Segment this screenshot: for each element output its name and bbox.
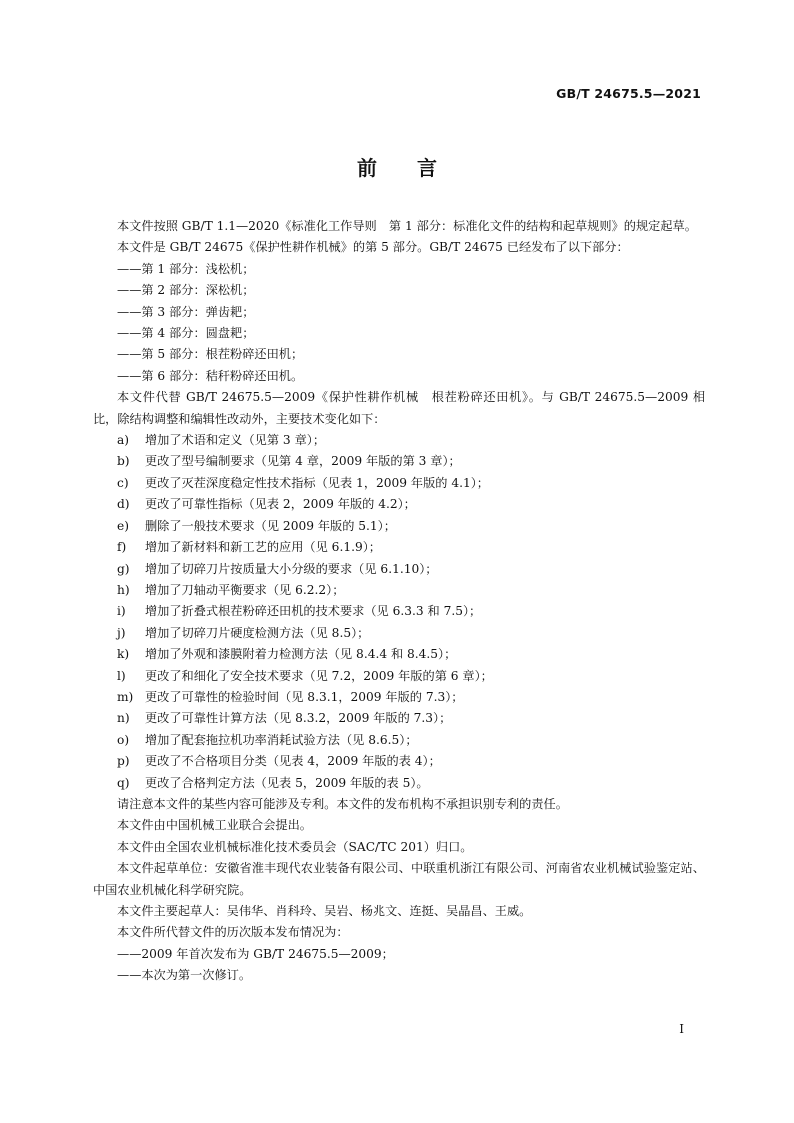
list-item xyxy=(93,644,705,665)
list-item-text: 增加了切碎刀片硬度检测方法（见 8.5）； xyxy=(145,625,370,640)
page-number: I xyxy=(679,1022,684,1036)
list-item-text: 删除了一般技术要求（见 2009 年版的 5.1）； xyxy=(145,518,396,533)
list-item xyxy=(93,451,705,472)
list-item-text: 更改了可靠性计算方法（见 8.3.2，2009 年版的 7.3）； xyxy=(145,711,452,726)
technical-changes-list xyxy=(93,430,705,794)
list-marker: q) xyxy=(117,775,130,790)
list-marker: l) xyxy=(117,668,126,683)
paragraph-history-intro: 本文件所代替文件的历次版本发布情况为： xyxy=(117,925,349,940)
list-marker: e) xyxy=(117,518,129,533)
list-item: ——2009 年首次发布为 GB/T 24675.5—2009； xyxy=(117,946,394,961)
list-marker: d) xyxy=(117,497,130,512)
list-marker: g) xyxy=(117,561,130,576)
paragraph-series-intro: 本文件是 GB/T 24675《保护性耕作机械》的第 5 部分。GB/T 24675 已经发布了以下部分： xyxy=(117,240,629,255)
list-item-text: 更改了不合格项目分类（见表 4，2009 年版的表 4）； xyxy=(145,754,441,769)
paragraph-replacement: 本文件代替 GB/T 24675.5—2009《保护性耕作机械 根茬粉碎还田机》。与 GB/T 24675.5—2009 相比，除结构调整和编辑性改动外，主要技术变化如下： xyxy=(93,390,705,426)
list-marker: p) xyxy=(117,754,130,769)
list-item: ——本次为第一次修订。 xyxy=(117,968,252,983)
list-marker: m) xyxy=(117,689,134,704)
standard-number: GB/T 24675.5—2021 xyxy=(556,86,701,101)
paragraph-proposer: 本文件由中国机械工业联合会提出。 xyxy=(117,818,312,833)
list-item: ——第 4 部分：圆盘耙； xyxy=(117,326,255,341)
list-marker: b) xyxy=(117,454,130,469)
list-item xyxy=(93,687,705,708)
list-item xyxy=(93,708,705,729)
list-item xyxy=(93,601,705,622)
list-item: ——第 5 部分：根茬粉碎还田机； xyxy=(117,347,304,362)
list-item xyxy=(93,430,705,451)
list-marker: c) xyxy=(117,475,129,490)
list-item: ——第 6 部分：秸秆粉碎还田机。 xyxy=(117,368,304,383)
paragraph-committee: 本文件由全国农业机械标准化技术委员会（SAC/TC 201）归口。 xyxy=(117,839,473,854)
list-item: ——第 3 部分：弹齿耙； xyxy=(117,304,255,319)
list-item xyxy=(93,730,705,751)
list-item xyxy=(93,537,705,558)
foreword-body xyxy=(93,216,705,987)
list-item-text: 增加了新材料和新工艺的应用（见 6.1.9）； xyxy=(145,540,381,555)
list-marker: n) xyxy=(117,711,130,726)
list-marker: o) xyxy=(117,732,130,747)
list-item: ——第 1 部分：浅松机； xyxy=(117,261,255,276)
list-marker: a) xyxy=(117,433,130,448)
parts-list xyxy=(93,259,705,387)
list-marker: j) xyxy=(117,625,126,640)
list-item-text: 更改了可靠性的检验时间（见 8.3.1，2009 年版的 7.3）； xyxy=(145,689,464,704)
list-marker: k) xyxy=(117,647,130,662)
list-marker: h) xyxy=(117,582,130,597)
paragraph-drafting-units: 本文件起草单位：安徽省淮丰现代农业装备有限公司、中联重机浙江有限公司、河南省农业机械试验鉴定站、中国农业机械化科学研究院。 xyxy=(93,861,705,897)
list-item xyxy=(93,773,705,794)
list-item-text: 增加了切碎刀片按质量大小分级的要求（见 6.1.10）； xyxy=(145,561,438,576)
list-item-text: 增加了配套拖拉机功率消耗试验方法（见 8.6.5）； xyxy=(145,732,418,747)
list-item: ——第 2 部分：深松机； xyxy=(117,283,255,298)
paragraph-drafters: 本文件主要起草人：吴伟华、肖科玲、吴岩、杨兆文、连挺、吴晶昌、王威。 xyxy=(117,904,532,918)
list-item xyxy=(93,623,705,644)
paragraph-patent-notice: 请注意本文件的某些内容可能涉及专利。本文件的发布机构不承担识别专利的责任。 xyxy=(117,796,568,811)
paragraph-drafting-rules: 本文件按照 GB/T 1.1—2020《标准化工作导则 第 1 部分：标准化文件的结构和起草规则》的规定起草。 xyxy=(117,219,697,233)
list-item xyxy=(93,580,705,601)
page-title: 前 言 xyxy=(357,156,437,180)
list-item-text: 增加了外观和漆膜附着力检测方法（见 8.4.4 和 8.4.5）； xyxy=(145,647,457,662)
list-item xyxy=(93,751,705,772)
list-item-text: 更改了可靠性指标（见表 2，2009 年版的 4.2）； xyxy=(145,497,416,512)
list-marker: i) xyxy=(117,604,126,619)
list-item xyxy=(93,559,705,580)
list-item-text: 更改了和细化了安全技术要求（见 7.2，2009 年版的第 6 章）； xyxy=(145,668,493,683)
list-item xyxy=(93,473,705,494)
list-item-text: 增加了刀轴动平衡要求（见 6.2.2）； xyxy=(145,582,345,597)
list-item xyxy=(93,516,705,537)
history-list xyxy=(93,944,705,987)
list-item-text: 增加了折叠式根茬粉碎还田机的技术要求（见 6.3.3 和 7.5）； xyxy=(145,604,482,619)
list-item xyxy=(93,666,705,687)
list-item-text: 更改了合格判定方法（见表 5，2009 年版的表 5）。 xyxy=(145,775,429,790)
list-item-text: 增加了术语和定义（见第 3 章）； xyxy=(145,433,326,448)
list-marker: f) xyxy=(117,540,127,555)
list-item-text: 更改了型号编制要求（见第 4 章，2009 年版的第 3 章）； xyxy=(145,454,461,469)
list-item xyxy=(93,494,705,515)
list-item-text: 更改了灭茬深度稳定性技术指标（见表 1，2009 年版的 4.1）； xyxy=(145,475,489,490)
